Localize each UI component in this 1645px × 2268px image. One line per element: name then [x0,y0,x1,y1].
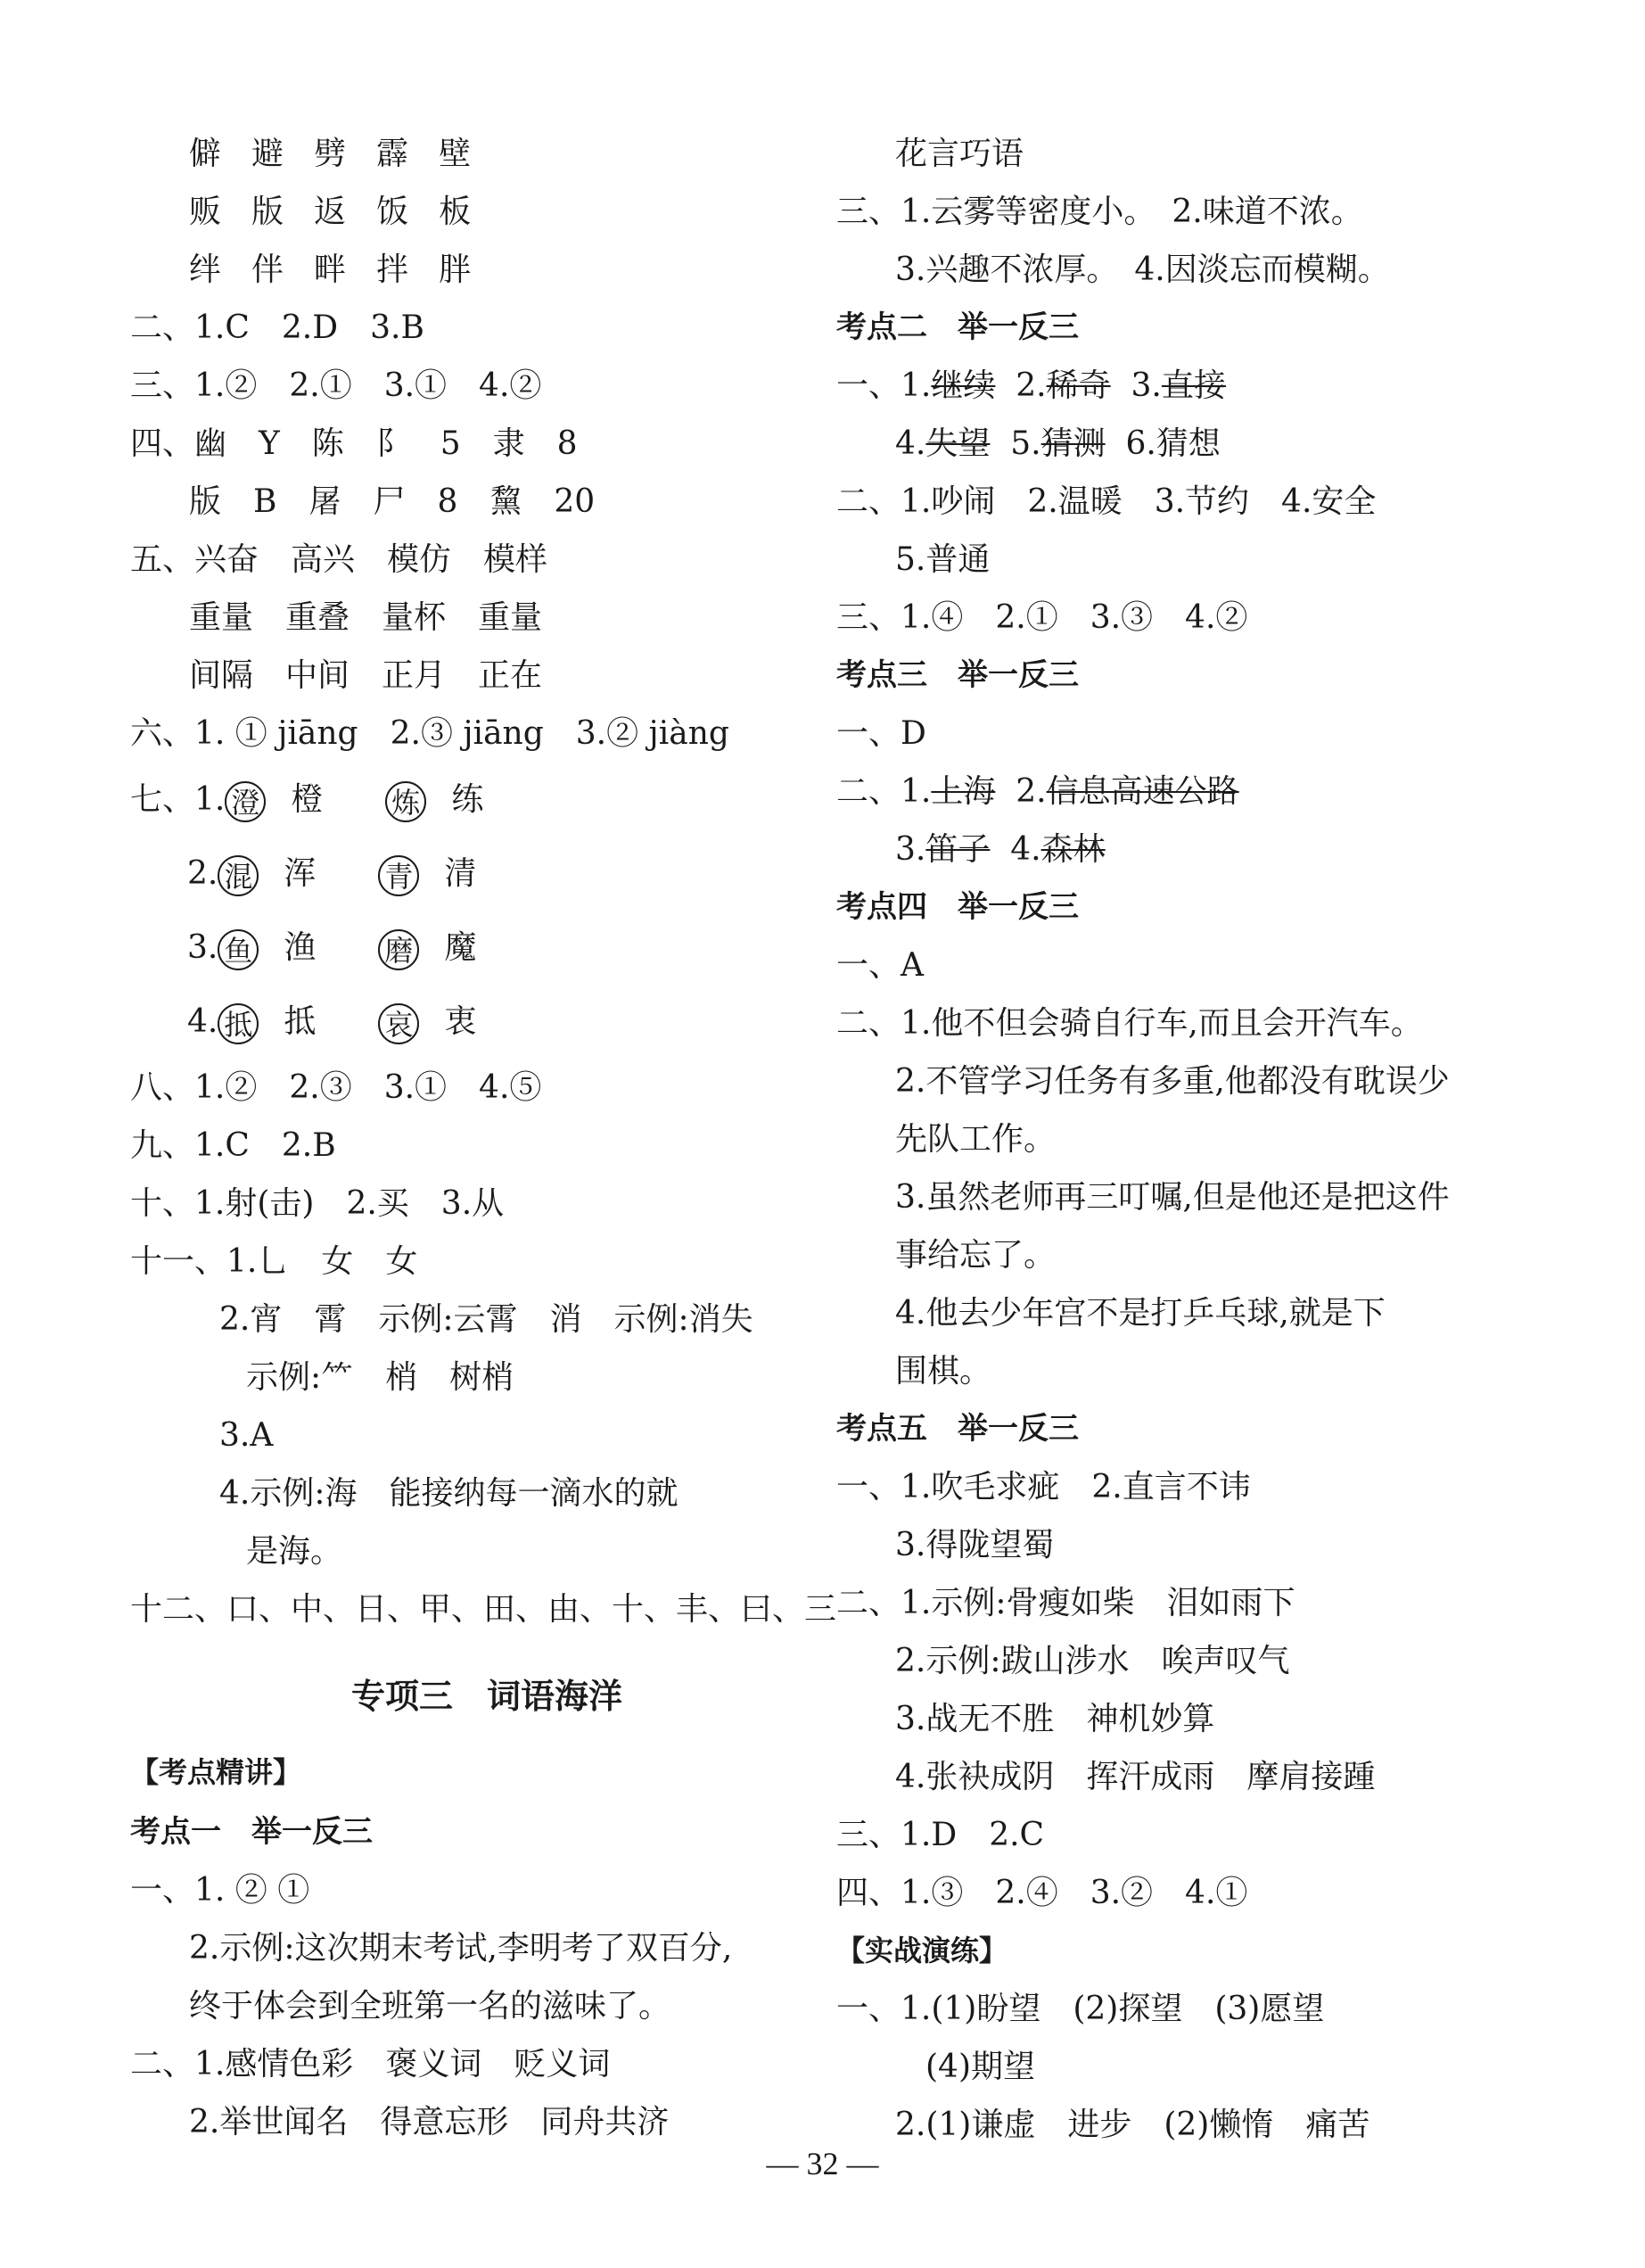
answer-line: 十二、口、中、日、甲、田、由、十、丰、曰、三 [130,1591,837,1628]
answer-line: 一、1. ② ① [130,1872,310,1909]
answer-line: 事给忘了。 [895,1237,1057,1274]
subsection-heading: 考点二 举一反三 [836,309,1079,345]
answer-line: 版 B 屠 尸 8 黧 20 [189,483,596,520]
circled-answer-line: 3. 鱼 渔 磨 魔 [130,911,808,985]
section-title: 专项三 词语海洋 [350,1677,622,1716]
right-column [836,125,1550,2154]
answer-line: 4.张袂成阴 挥汗成雨 摩肩接踵 [895,1759,1376,1795]
section-label: 【实战演练】 [836,1934,1008,1967]
circled-char: 混 [218,855,259,896]
answer-line: 3.笛子 4.森林 [895,831,1106,868]
answer-line: 三、1.④ 2.① 3.③ 4.② [836,599,1248,636]
answer-line: 4.示例:海 能接纳每一滴水的就 [219,1475,679,1512]
answer-line: 二、1.他不但会骑自行车,而且会开汽车。 [836,1005,1423,1042]
answer-line: 三、1.D 2.C [836,1817,1045,1853]
answer-line: 一、D [836,715,926,752]
answer-line: 示例:⺮ 梢 树梢 [246,1359,514,1396]
answer-line: 2.(1)谦虚 进步 (2)懒惰 痛苦 [895,2107,1370,2143]
answer-line: (4)期望 [925,2049,1035,2085]
circled-char: 磨 [378,929,419,970]
circled-char: 青 [378,855,419,896]
answer-line: 一、A [836,947,924,984]
answer-line: 一、1.继续 2.稀奇 3.直接 [836,367,1226,404]
answer-line: 2.不管学习任务有多重,他都没有耽误少 [895,1063,1450,1100]
answer-line: 六、1. ① jiāng 2.③ jiāng 3.② jiàng [130,715,729,752]
answer-line: 2.示例:这次期末考试,李明考了双百分, [189,1930,733,1967]
answer-line: 一、1.吹毛求疵 2.直言不讳 [836,1469,1251,1505]
answer-line: 3.战无不胜 神机妙算 [895,1701,1215,1737]
circled-answer-line: 七、1. 澄 橙 炼 练 [130,763,808,837]
answer-line: 3.得陇望蜀 [895,1527,1055,1563]
answer-line: 重量 重叠 量杯 重量 [189,599,543,636]
circled-char: 炼 [385,781,426,822]
answer-line: 五、兴奋 高兴 模仿 模样 [130,541,548,578]
answer-line: 4.失望 5.猜测 6.猜想 [895,425,1221,462]
section-label: 【考点精讲】 [130,1755,302,1789]
answer-line: 间隔 中间 正月 正在 [189,657,543,694]
answer-line: 围棋。 [895,1353,992,1390]
answer-line: 十一、1.⺃ 女 女 [130,1243,418,1280]
circled-char: 鱼 [218,929,259,970]
answer-line: 一、1.(1)盼望 (2)探望 (3)愿望 [836,1991,1325,2027]
answer-line: 绊 伴 畔 拌 胖 [189,252,472,288]
circled-char: 澄 [225,781,266,822]
answer-line: 花言巧语 [895,136,1024,172]
answer-line: 二、1.示例:骨瘦如柴 泪如雨下 [836,1585,1295,1621]
circled-answer-line: 4. 抵 抵 哀 衷 [130,985,808,1059]
answer-line: 八、1.② 2.③ 3.① 4.⑤ [130,1069,542,1106]
subsection-heading: 考点四 举一反三 [836,889,1079,925]
answer-line: 十、1.射(击) 2.买 3.从 [130,1185,505,1222]
answer-line: 四、幽 Y 陈 阝 5 隶 8 [130,425,578,462]
answer-line: 二、1.感情色彩 褒义词 贬义词 [130,2046,611,2082]
subsection-heading: 考点三 举一反三 [836,657,1079,693]
answer-line: 4.他去少年宫不是打乒乓球,就是下 [895,1295,1386,1332]
answer-line: 2.宵 霄 示例:云霄 消 示例:消失 [219,1301,753,1338]
answer-line: 3.虽然老师再三叮嘱,但是他还是把这件 [895,1179,1450,1216]
circled-answer-line: 2. 混 浑 青 清 [130,837,808,911]
circled-char: 抵 [218,1003,259,1044]
answer-line: 贩 版 返 饭 板 [189,194,472,230]
answer-line: 僻 避 劈 霹 壁 [189,136,472,172]
answer-line: 2.举世闻名 得意忘形 同舟共济 [189,2104,670,2140]
answer-line: 终于体会到全班第一名的滋味了。 [189,1988,671,2025]
answer-line: 四、1.③ 2.④ 3.② 4.① [836,1875,1248,1911]
subsection-heading: 考点一 举一反三 [130,1814,373,1850]
answer-line: 二、1.吵闹 2.温暖 3.节约 4.安全 [836,483,1377,520]
answer-line: 2.示例:跋山涉水 唉声叹气 [895,1643,1290,1679]
answer-line: 先队工作。 [895,1121,1057,1158]
answer-line: 二、1.上海 2.信息高速公路 [836,773,1239,810]
left-column [130,125,837,2151]
answer-line: 三、1.云雾等密度小。 2.味道不浓。 [836,194,1363,230]
circled-char: 哀 [378,1003,419,1044]
answer-line: 是海。 [246,1533,343,1570]
answer-line: 九、1.C 2.B [130,1127,336,1164]
subsection-heading: 考点五 举一反三 [836,1411,1079,1447]
answer-line: 5.普通 [895,541,991,578]
answer-line: 三、1.② 2.① 3.① 4.② [130,367,542,404]
answer-line: 3.A [219,1417,274,1454]
answer-line: 二、1.C 2.D 3.B [130,309,424,346]
page-number: — 32 — [766,2146,879,2181]
answer-line: 3.兴趣不浓厚。 4.因淡忘而模糊。 [895,252,1390,288]
